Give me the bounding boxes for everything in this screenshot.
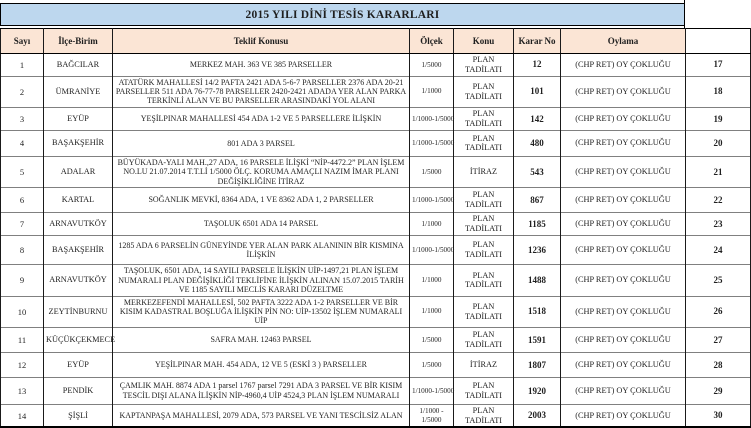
cell-konu: PLAN TADİLATI [454,296,514,327]
cell-sira: 26 [686,296,751,327]
cell-sira: 23 [686,213,751,236]
cell-karar: 480 [514,130,561,156]
cell-teklif: TAŞOLUK 6501 ADA 14 PARSEL [113,213,410,236]
cell-karar: 2003 [514,404,561,427]
cell-ilce: ARNAVUTKÖY [44,265,113,296]
cell-ilce: PENDİK [44,377,113,404]
cell-sira: 19 [686,107,751,130]
table-row [1,54,751,77]
cell-sira: 30 [686,404,751,427]
cell-karar: 142 [514,107,561,130]
table-row [1,404,751,427]
column-header-oylama: Oylama [561,29,686,54]
cell-olcek: 1/1000-1/5000 [410,236,454,265]
cell-teklif: TAŞOLUK, 6501 ADA, 14 SAYILI PARSELE İLİŞKİN UİP-1497,21 PLAN İŞLEM NUMARALI PLAN DEĞİŞİKLİĞİ TEKLİFİNE İLİŞKİN ALINAN 15.07.2015 TARİH VE 1185 SAYILI MECLİS KARARI DÜZELTME [113,265,410,296]
cell-sayi: 10 [1,296,44,327]
cell-konu: PLAN TADİLATI [454,265,514,296]
cell-oylama: (CHP RET) OY ÇOKLUĞU [561,296,686,327]
cell-olcek: 1/5000 [410,54,454,77]
cell-sayi: 6 [1,188,44,213]
cell-sira: 24 [686,236,751,265]
column-header-karar: Karar No [514,29,561,54]
cell-konu: PLAN TADİLATI [454,377,514,404]
cell-ilce: KARTAL [44,188,113,213]
cell-karar: 543 [514,156,561,187]
cell-karar: 1920 [514,377,561,404]
cell-sayi: 1 [1,54,44,77]
cell-teklif: MERKEZEFENDİ MAHALLESİ, 502 PAFTA 3222 ADA 1-2 PARSELLER VE BİR KISIM KADASTRAL BOŞLUĞA İLİŞKİN PİN NO: UİP-13502 İŞLEM NUMARALI UİP [113,296,410,327]
cell-teklif: BÜYÜKADA-YALI MAH.,27 ADA, 16 PARSELE İLİŞKİ “NİP-4472.2” PLAN İŞLEM NO.LU 21.07.2014 T.T.Lİ 1/5000 ÖLÇ. KORUMA AMAÇLI NAZIM İMAR PLANI DEĞİŞİKLİĞİNE İTİRAZ [113,156,410,187]
cell-sayi: 9 [1,265,44,296]
column-header-ilce: İlçe-Birim [44,29,113,54]
cell-ilce: EYÜP [44,107,113,130]
table-row [1,327,751,352]
cell-olcek: 1/1000 - 1/5000 [410,404,454,427]
cell-karar: 1488 [514,265,561,296]
cell-sayi: 5 [1,156,44,187]
cell-olcek: 1/1000-1/5000 [410,107,454,130]
cell-sayi: 13 [1,377,44,404]
cell-teklif: SAFRA MAH. 12463 PARSEL [113,327,410,352]
cell-konu: PLAN TADİLATI [454,213,514,236]
cell-konu: İTİRAZ [454,352,514,377]
cell-olcek: 1/5000 [410,352,454,377]
column-header-blank [686,29,751,54]
cell-karar: 101 [514,76,561,107]
column-header-teklif: Teklif Konusu [113,29,410,54]
cell-karar: 1236 [514,236,561,265]
cell-sira: 22 [686,188,751,213]
table-row [1,236,751,265]
table-row [1,213,751,236]
table-row [1,107,751,130]
cell-olcek: 1/1000 [410,296,454,327]
cell-ilce: KÜÇÜKÇEKMECE [44,327,113,352]
cell-teklif: KAPTANPAŞA MAHALLESİ, 2079 ADA, 573 PARSEL VE YANI TESCİLSİZ ALAN [113,404,410,427]
cell-teklif: ATATÜRK MAHALLESİ 14/2 PAFTA 2421 ADA 5-6-7 PARSELLER 2376 ADA 20-21 PARSELLER 511 ADA 76-77-78 PARSELLER 2420-2421 ADADA YER ALAN PARKA TERKİNLİ ALAN VE BU PARSELLER ARASINDAKİ YOL ALANI [113,76,410,107]
cell-sayi: 3 [1,107,44,130]
cell-ilce: BAŞAKŞEHİR [44,236,113,265]
cell-karar: 867 [514,188,561,213]
table-header-row [1,29,751,54]
cell-karar: 12 [514,54,561,77]
table-row [1,265,751,296]
cell-sayi: 7 [1,213,44,236]
cell-sira: 29 [686,377,751,404]
cell-olcek: 1/1000 [410,265,454,296]
column-divider [684,0,685,28]
cell-konu: PLAN TADİLATI [454,188,514,213]
cell-sayi: 14 [1,404,44,427]
cell-oylama: (CHP RET) OY ÇOKLUĞU [561,76,686,107]
cell-olcek: 1/1000 [410,76,454,107]
cell-sayi: 11 [1,327,44,352]
column-header-konu: Konu [454,29,514,54]
column-header-olcek: Ölçek [410,29,454,54]
cell-olcek: 1/1000-1/5000 [410,130,454,156]
cell-sira: 17 [686,54,751,77]
column-header-sayi: Sayı [1,29,44,54]
cell-konu: İTİRAZ [454,156,514,187]
cell-konu: PLAN TADİLATI [454,327,514,352]
cell-sira: 21 [686,156,751,187]
cell-oylama: (CHP RET) OY ÇOKLUĞU [561,265,686,296]
cell-ilce: BAŞAKŞEHİR [44,130,113,156]
cell-olcek: 1/1000 [410,213,454,236]
cell-oylama: (CHP RET) OY ÇOKLUĞU [561,213,686,236]
cell-oylama: (CHP RET) OY ÇOKLUĞU [561,327,686,352]
cell-teklif: YEŞİLPINAR MAH. 454 ADA, 12 VE 5 (ESKİ 3 ) PARSELLER [113,352,410,377]
cell-oylama: (CHP RET) OY ÇOKLUĞU [561,352,686,377]
table-row [1,188,751,213]
cell-olcek: 1/1000-1/5000 [410,377,454,404]
cell-oylama: (CHP RET) OY ÇOKLUĞU [561,107,686,130]
cell-konu: PLAN TADİLATI [454,76,514,107]
cell-karar: 1518 [514,296,561,327]
decisions-table [0,28,751,428]
cell-karar: 1807 [514,352,561,377]
cell-ilce: ÜMRANİYE [44,76,113,107]
cell-teklif: 801 ADA 3 PARSEL [113,130,410,156]
cell-ilce: EYÜP [44,352,113,377]
cell-oylama: (CHP RET) OY ÇOKLUĞU [561,404,686,427]
cell-oylama: (CHP RET) OY ÇOKLUĞU [561,130,686,156]
cell-oylama: (CHP RET) OY ÇOKLUĞU [561,236,686,265]
cell-sayi: 2 [1,76,44,107]
table-row [1,296,751,327]
cell-konu: PLAN TADİLATI [454,130,514,156]
table-row [1,352,751,377]
cell-sira: 25 [686,265,751,296]
cell-konu: PLAN TADİLATI [454,404,514,427]
cell-teklif: MERKEZ MAH. 363 VE 385 PARSELLER [113,54,410,77]
cell-ilce: ZEYTİNBURNU [44,296,113,327]
page-title: 2015 YILI DİNİ TESİS KARARLARI [0,3,685,26]
table-row [1,377,751,404]
cell-konu: PLAN TADİLATI [454,236,514,265]
cell-sayi: 8 [1,236,44,265]
cell-teklif: ÇAMLIK MAH. 8874 ADA 1 parsel 1767 parsel 7291 ADA 3 PARSEL VE BİR KISIM TESCİL DIŞI ALANA İLİŞKİN NİP-4960,4 UİP 4524,3 PLAN İŞLEM NUMARALI [113,377,410,404]
cell-karar: 1185 [514,213,561,236]
cell-oylama: (CHP RET) OY ÇOKLUĞU [561,377,686,404]
cell-olcek: 1/5000 [410,156,454,187]
cell-sira: 27 [686,327,751,352]
cell-karar: 1591 [514,327,561,352]
cell-teklif: 1285 ADA 6 PARSELİN GÜNEYİNDE YER ALAN PARK ALANININ BİR KISMINA İLİŞKİN [113,236,410,265]
cell-teklif: SOĞANLIK MEVKİ, 8364 ADA, 1 VE 8362 ADA 1, 2 PARSELLER [113,188,410,213]
cell-ilce: ADALAR [44,156,113,187]
table-row [1,156,751,187]
table-row [1,76,751,107]
cell-ilce: ARNAVUTKÖY [44,213,113,236]
cell-ilce: BAĞCILAR [44,54,113,77]
cell-teklif: YEŞİLPINAR MAHALLESİ 454 ADA 1-2 VE 5 PARSELLERE İLİŞKİN [113,107,410,130]
cell-oylama: (CHP RET) OY ÇOKLUĞU [561,54,686,77]
cell-oylama: (CHP RET) OY ÇOKLUĞU [561,156,686,187]
cell-sira: 28 [686,352,751,377]
cell-oylama: (CHP RET) OY ÇOKLUĞU [561,188,686,213]
cell-sayi: 12 [1,352,44,377]
table-row [1,130,751,156]
cell-ilce: ŞİŞLİ [44,404,113,427]
cell-sira: 18 [686,76,751,107]
cell-olcek: 1/1000-1/5000 [410,188,454,213]
cell-olcek: 1/5000 [410,327,454,352]
cell-sira: 20 [686,130,751,156]
cell-konu: PLAN TADİLATI [454,54,514,77]
cell-konu: PLAN TADİLATI [454,107,514,130]
cell-sayi: 4 [1,130,44,156]
